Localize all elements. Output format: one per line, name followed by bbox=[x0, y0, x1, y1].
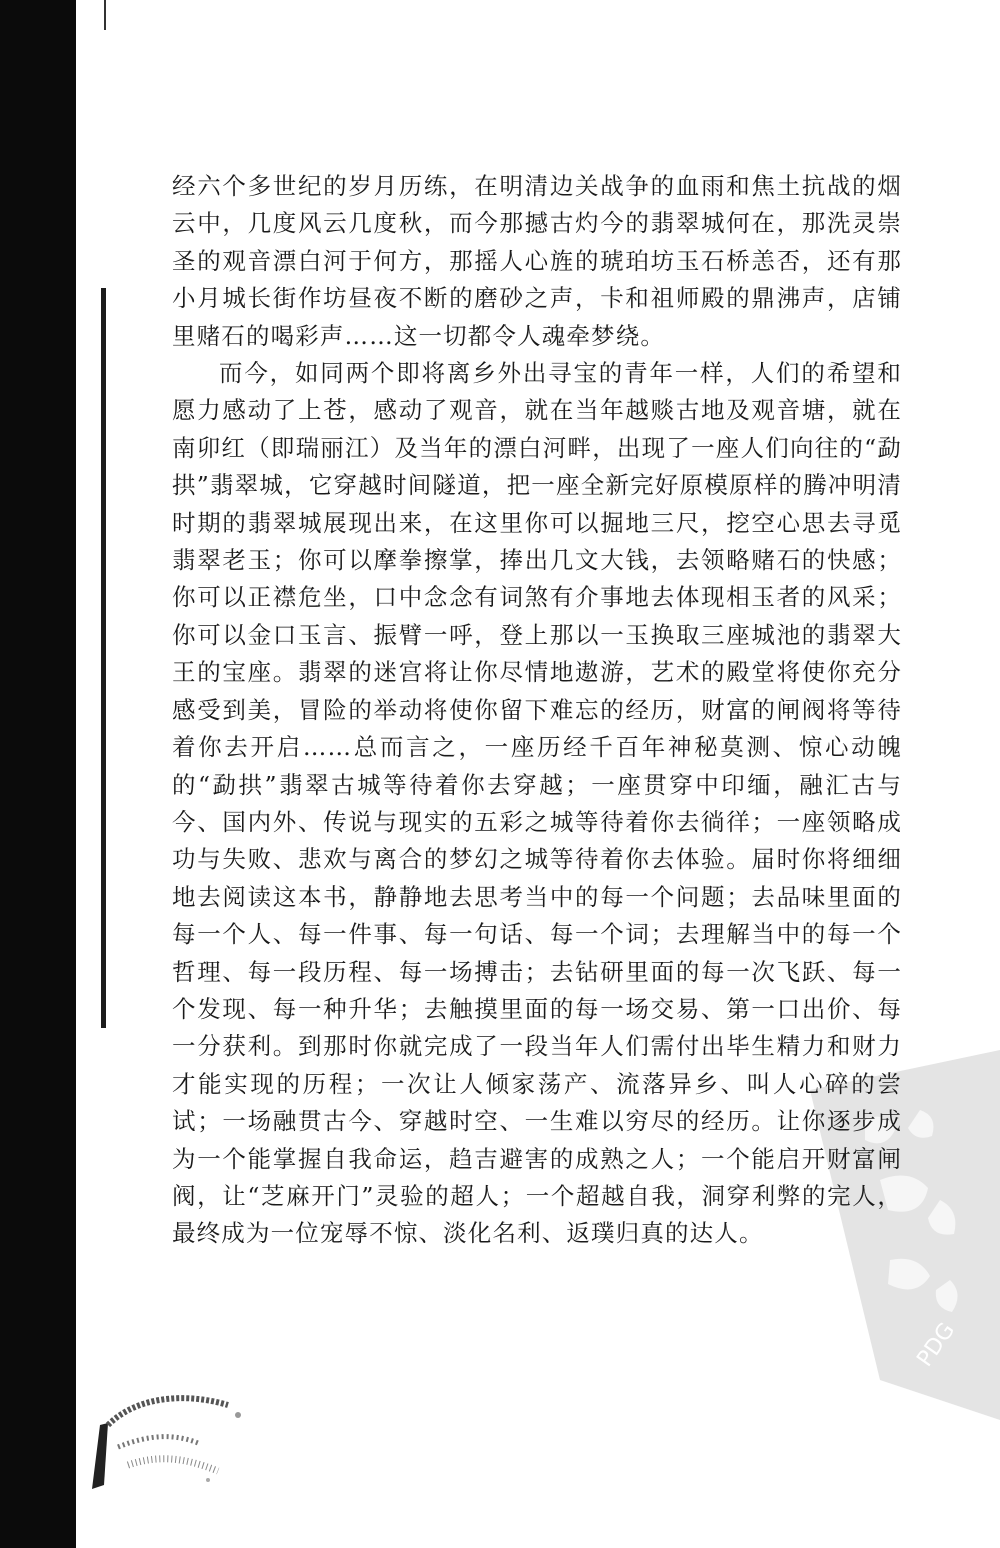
paragraph-1: 经六个多世纪的岁月历练，在明清边关战争的血雨和焦土抗战的烟云中，几度风云几度秋，而今那撼古灼今的翡翠城何在，那洗灵崇圣的观音漂白河于何方，那摇人心旌的琥珀坊玉石桥恙否，还有那小月城长街作坊昼夜不断的磨砂之声，卡和祖师殿的鼎沸声，店铺里赌石的喝彩声……这一切都令人魂牵梦绕。 bbox=[172, 172, 902, 350]
scan-margin-rule bbox=[101, 288, 106, 1028]
scan-smudge bbox=[78, 1385, 258, 1495]
paragraph-2: 而今，如同两个即将离乡外出寻宝的青年一样，人们的希望和愿力感动了上苍，感动了观音，就在当年越赕古地及观音塘，就在南卯红（即瑞丽江）及当年的漂白河畔，出现了一座人们向往的“勐拱”翡翠城，它穿越时间隧道，把一座全新完好原模原样的腾冲明清时期的翡翠城展现出来，在这里你可以掘地三尺，挖空心思去寻觅翡翠老玉；你可以摩拳擦掌，捧出几文大钱，去领略赌石的快感；你可以正襟危坐，口中念念有词煞有介事地去体现相玉者的风采；你可以金口玉言、振臂一呼，登上那以一玉换取三座城池的翡翠大王的宝座。翡翠的迷宫将让你尽情地遨游，艺术的殿堂将使你充分感受到美，冒险的举动将使你留下难忘的经历，财富的闸阀将等待着你去开启……总而言之，一座历经千百年神秘莫测、惊心动魄的“勐拱”翡翠古城等待着你去穿越；一座贯穿中印缅，融汇古与今、国内外、传说与现实的五彩之城等待着你去徜徉；一座领略成功与失败、悲欢与离合的梦幻之城等待着你去体验。届时你将细细地去阅读这本书，静静地去思考当中的每一个问题；去品味里面的每一个人、每一件事、每一句话、每一个词；去理解当中的每一个哲理、每一段历程、每一场搏击；去钻研里面的每一次飞跃、每一个发现、每一种升华；去触摸里面的每一场交易、第一口出价、每一分获利。到那时你就完成了一段当年人们需付出毕生精力和财力才能实现的历程；一次让人倾家荡产、流落异乡、叫人心碎的尝试；一场融贯古今、穿越时空、一生难以穷尽的经历。让你逐步成为一个能掌握自我命运，趋吉避害的成熟之人；一个能启开财富闸阀，让“芝麻开门”灵验的超人；一个超越自我，洞穿利弊的完人，最终成为一位宠辱不惊、淡化名利、返璞归真的达人。 bbox=[172, 359, 902, 1248]
scan-spine-shadow bbox=[0, 0, 76, 1548]
scan-mark-top bbox=[104, 0, 106, 30]
watermark-label: PDG bbox=[912, 1318, 961, 1372]
page-body bbox=[172, 168, 902, 1253]
